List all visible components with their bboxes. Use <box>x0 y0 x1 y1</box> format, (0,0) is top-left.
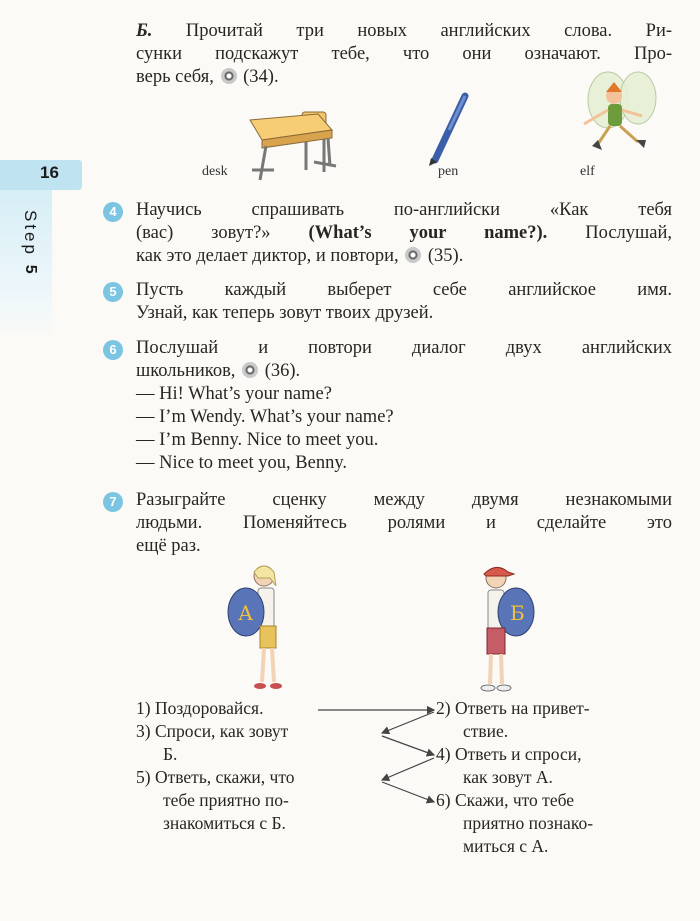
ex7-line-1: Разыграйте сценку между двумя незнакомыми <box>136 490 672 510</box>
bag-letter-b: Б <box>510 601 525 625</box>
step-4-cont: как зовут А. <box>463 767 553 787</box>
step-arrows <box>310 700 440 810</box>
audio-disc-icon[interactable] <box>221 68 237 84</box>
ex4-line-1: Научись спрашивать по-английски «Как тебя <box>136 200 672 220</box>
task-b-line-1 <box>136 20 672 43</box>
ex4-question: (вас) зовут?» <box>136 223 271 243</box>
ex4-text-3: как это делает диктор, и повтори, <box>136 246 399 266</box>
exercise-4-badge: 4 <box>103 202 123 222</box>
exercise-6-badge: 6 <box>103 340 123 360</box>
exercise-4 <box>136 199 672 268</box>
step-2-cont: ствие. <box>463 721 509 741</box>
desk-illustration <box>240 100 340 185</box>
audio-disc-icon[interactable] <box>405 247 421 263</box>
bag-letter-a: А <box>238 601 254 625</box>
right-steps <box>436 697 676 858</box>
step-5-cont-1: тебе приятно по- <box>163 790 289 810</box>
task-b-line-2: сунки подскажут тебе, что они означают. Про- <box>136 44 672 64</box>
ex4-listen: Послушай, <box>585 223 672 243</box>
caption-pen: pen <box>438 164 459 179</box>
ex6-text-2: школьников, <box>136 361 236 381</box>
ex7-line-2: людьми. Поменяйтесь ролями и сделайте это <box>136 513 672 533</box>
page-number: 16 <box>40 163 59 182</box>
elf-illustration <box>568 70 673 175</box>
arrow-5-to-6 <box>382 782 434 802</box>
dialog-line-2: — I’m Wendy. What’s your name? <box>136 407 394 427</box>
arrow-2-to-3 <box>382 712 434 733</box>
audio-ref-36: (36). <box>264 361 301 381</box>
ex7-line-3: ещё раз. <box>136 536 201 556</box>
girl-illustration <box>222 560 292 698</box>
dialog-line-4: — Nice to meet you, Benny. <box>136 453 347 473</box>
exercise-7-badge: 7 <box>103 492 123 512</box>
exercise-7 <box>136 489 672 558</box>
step-number: 5 <box>22 264 39 277</box>
step-6: 6) Скажи, что тебе <box>436 790 575 810</box>
audio-disc-icon[interactable] <box>242 362 258 378</box>
step-2: 2) Ответь на привет- <box>436 698 590 718</box>
ex4-english-phrase: (What’s your name?). <box>308 223 548 243</box>
exercise-5-badge: 5 <box>103 282 123 302</box>
step-3-cont: Б. <box>163 744 178 764</box>
arrow-3-to-4 <box>382 736 434 755</box>
dialog-line-1: — Hi! What’s your name? <box>136 384 332 404</box>
ex5-line-2: Узнай, как теперь зовут твоих друзей. <box>136 303 434 323</box>
audio-ref-35: (35). <box>427 246 464 266</box>
pen-illustration <box>425 92 475 167</box>
step-3: 3) Спроси, как зовут <box>136 721 289 741</box>
arrow-4-to-5 <box>382 758 434 780</box>
audio-ref-34: (34). <box>243 67 279 87</box>
step-5: 5) Ответь, скажи, что <box>136 767 295 787</box>
task-b-text-3: верь себя, <box>136 67 214 87</box>
step-4: 4) Ответь и спроси, <box>436 744 582 764</box>
task-b-text-1: Прочитай три новых английских слова. Ри- <box>185 21 673 41</box>
ex5-line-1: Пусть каждый выберет себе английское имя. <box>136 280 672 300</box>
ex6-line-1: Послушай и повтори диалог двух английских <box>136 338 672 358</box>
ex4-line-2 <box>136 222 672 245</box>
task-b-label: Б. <box>136 21 153 41</box>
exercise-6 <box>136 337 672 475</box>
step-5-cont-2: знакомиться с Б. <box>163 813 286 833</box>
caption-elf: elf <box>580 164 595 179</box>
step-label <box>20 210 40 277</box>
ex4-line-3 <box>136 245 672 268</box>
step-word: Step <box>21 210 40 257</box>
step-1: 1) Поздоровайся. <box>136 698 264 718</box>
caption-desk: desk <box>202 164 228 179</box>
step-6-cont-2: миться с А. <box>463 836 549 856</box>
step-6-cont-1: приятно познако- <box>463 813 594 833</box>
ex6-line-2 <box>136 360 672 383</box>
dialog-line-3: — I’m Benny. Nice to meet you. <box>136 430 379 450</box>
boy-illustration <box>470 562 540 698</box>
exercise-5 <box>136 279 672 325</box>
